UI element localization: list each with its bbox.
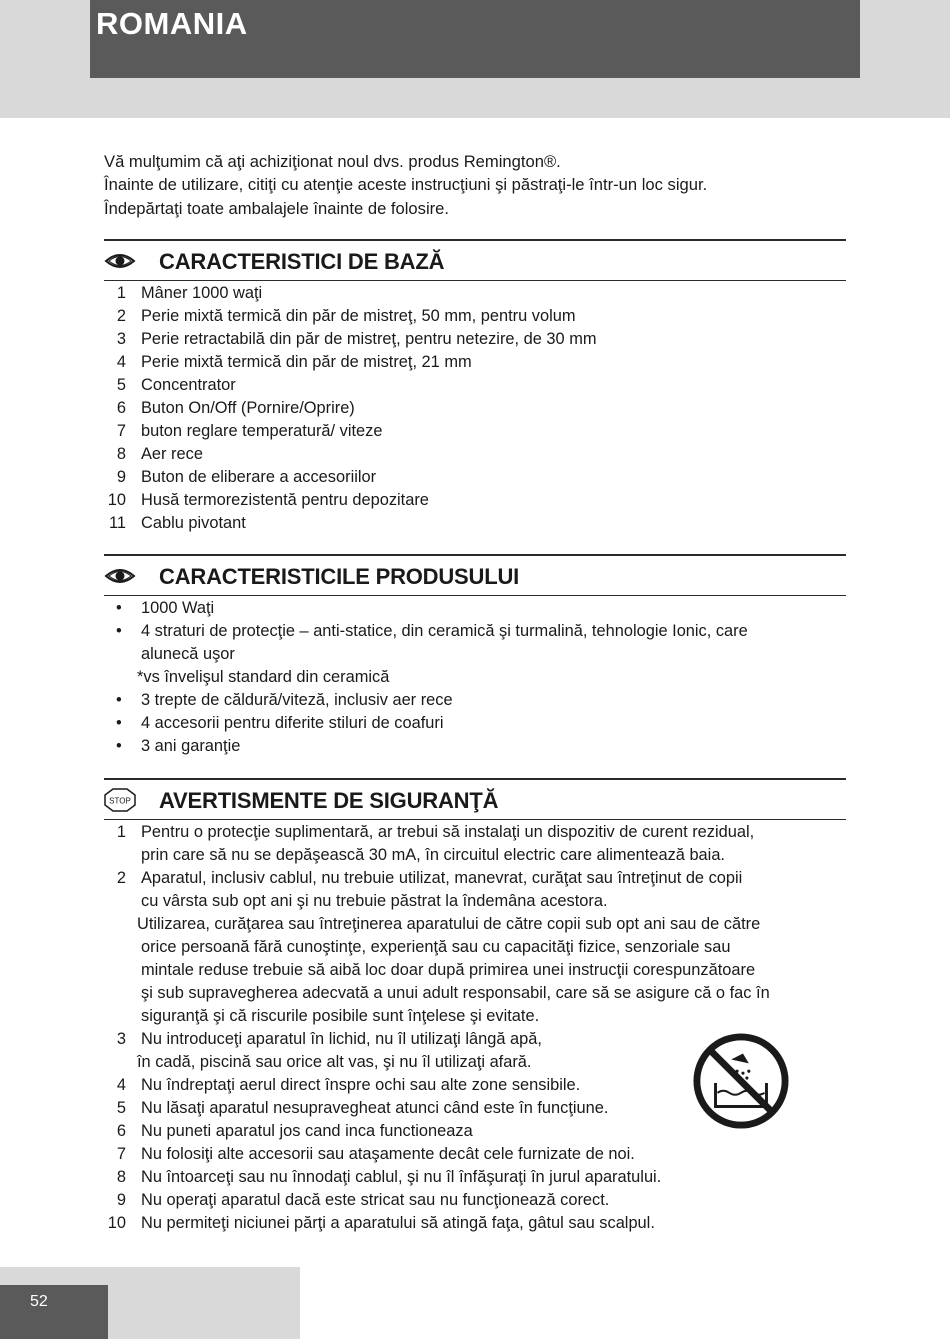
intro-text xyxy=(104,150,864,220)
list-item: 9 Nu operaţi aparatul dacă este stricat sau nu funcţionează corect. xyxy=(116,1191,610,1209)
list-item: 5 Concentrator xyxy=(116,376,236,394)
list-item-continuation: şi sub supravegherea adecvată a unui adult responsabil, care să se asigure că o fac în xyxy=(141,984,770,1002)
list-item-continuation: orice persoană fără cunoştinţe, experienţă sau cu capacităţi fizice, senzoriale sau xyxy=(141,938,731,956)
list-item: 2 Aparatul, inclusiv cablul, nu trebuie utilizat, manevrat, curăţat sau întreţinut de copii xyxy=(116,869,743,887)
list-item: 11 Cablu pivotant xyxy=(108,514,246,532)
list-item: 9 Buton de eliberare a accesoriilor xyxy=(116,468,377,486)
eye-icon xyxy=(104,249,136,273)
eye-icon xyxy=(104,564,136,588)
product-features-list xyxy=(104,597,864,758)
header-title-box xyxy=(90,0,860,78)
list-item-continuation: mintale reduse trebuie să aibă loc doar după primirea unei instrucţii corespunzătoare xyxy=(141,961,756,979)
stop-icon xyxy=(104,788,136,812)
basic-features-list xyxy=(104,282,864,535)
list-item: • 3 trepte de căldură/viteză, inclusiv aer rece xyxy=(116,691,453,709)
section-header-safety xyxy=(104,778,846,820)
list-item-continuation: prin care să nu se depăşească 30 mA, în circuitul electric care alimentează baia. xyxy=(141,846,725,864)
list-item: 8 Nu întoarceţi sau nu înnodaţi cablul, şi nu îl înfăşuraţi în jurul aparatului. xyxy=(116,1168,662,1186)
list-item: 10 Nu permiteţi niciunei părţi a aparatului să atingă faţa, gâtul sau scalpul. xyxy=(107,1214,655,1232)
list-item: 7 Nu folosiţi alte accesorii sau ataşamente decât cele furnizate de noi. xyxy=(116,1145,635,1163)
list-item: 4 Perie mixtă termică din păr de mistreţ, 21 mm xyxy=(116,353,472,371)
intro-line: Înainte de utilizare, citiţi cu atenţie aceste instrucţiuni şi păstraţi-le într-un loc sigur. xyxy=(104,175,708,195)
list-item: • 1000 Waţi xyxy=(116,599,215,617)
page-number: 52 xyxy=(30,1293,48,1310)
list-item: • 4 accesorii pentru diferite stiluri de coafuri xyxy=(116,714,444,732)
section-title: CARACTERISTICILE PRODUSULUI xyxy=(159,564,520,589)
svg-text:STOP: STOP xyxy=(109,796,131,806)
list-item: 1 Mâner 1000 waţi xyxy=(116,284,263,302)
list-item-continuation: alunecă uşor xyxy=(141,645,235,663)
section-header-basic xyxy=(104,239,846,281)
list-item: 2 Perie mixtă termică din păr de mistreţ, 50 mm, pentru volum xyxy=(116,307,576,325)
list-item: 1 Pentru o protecţie suplimentară, ar trebui să instalaţi un dispozitiv de curent rezidual, xyxy=(116,823,755,841)
no-water-icon xyxy=(692,1032,790,1130)
list-item: 4 Nu îndreptaţi aerul direct înspre ochi sau alte zone sensibile. xyxy=(116,1076,581,1094)
page-title: ROMANIA xyxy=(96,6,248,41)
list-item: 10 Husă termorezistentă pentru depozitare xyxy=(107,491,429,509)
list-item-continuation: în cadă, piscină sau orice alt vas, şi nu îl utilizaţi afară. xyxy=(137,1053,532,1071)
list-item: 6 Nu puneti aparatul jos cand inca functioneaza xyxy=(116,1122,473,1140)
section-title: AVERTISMENTE DE SIGURANŢĂ xyxy=(159,788,499,813)
list-item: • 3 ani garanţie xyxy=(116,737,241,755)
list-item: 8 Aer rece xyxy=(116,445,203,463)
list-item: 3 Perie retractabilă din păr de mistreţ, pentru netezire, de 30 mm xyxy=(116,330,597,348)
page-number-box xyxy=(0,1285,108,1339)
intro-line: Îndepărtaţi toate ambalajele înainte de folosire. xyxy=(104,198,450,218)
safety-warnings-list xyxy=(104,821,864,1235)
list-item: 7 buton reglare temperatură/ viteze xyxy=(116,422,383,440)
list-note: *vs învelişul standard din ceramică xyxy=(137,668,390,686)
list-item: • 4 straturi de protecţie – anti-statice, din ceramică şi turmalină, tehnologie Ionic, care xyxy=(116,622,748,640)
list-item-continuation: siguranţă şi că riscurile posibile sunt înţelese şi evitate. xyxy=(141,1007,540,1025)
section-title: CARACTERISTICI DE BAZĂ xyxy=(159,249,445,274)
section-header-product xyxy=(104,554,846,596)
list-item-paragraph: Utilizarea, curăţarea sau întreţinerea aparatului de către copii sub opt ani sau de către xyxy=(137,915,761,933)
list-item: 3 Nu introduceţi aparatul în lichid, nu îl utilizaţi lângă apă, xyxy=(116,1030,542,1048)
list-item-continuation: cu vârsta sub opt ani şi nu trebuie păstrat la îndemâna acestora. xyxy=(141,892,608,910)
list-item: 5 Nu lăsaţi aparatul nesupravegheat atunci când este în funcţiune. xyxy=(116,1099,609,1117)
intro-line: Vă mulţumim că aţi achiziţionat noul dvs. produs Remington®. xyxy=(104,152,561,171)
list-item: 6 Buton On/Off (Pornire/Oprire) xyxy=(116,399,355,417)
